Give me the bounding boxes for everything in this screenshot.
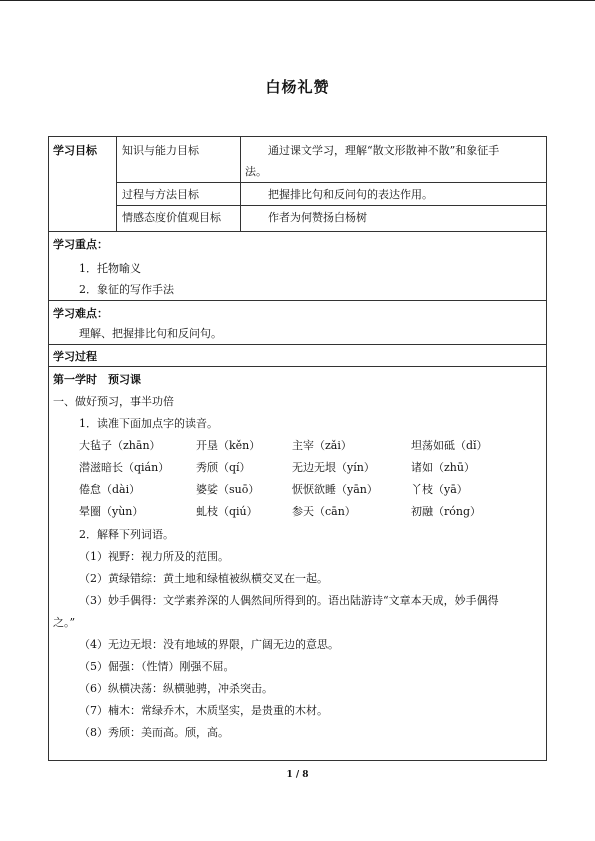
pinyin-item: 主宰（zǎi） xyxy=(292,439,352,452)
objective-label: 过程与方法目标 xyxy=(122,188,199,201)
table-divider xyxy=(48,344,547,345)
table-divider xyxy=(48,300,547,301)
definition-item: （3）妙手偶得：文学素养深的人偶然间所得到的。语出陆游诗“文章本天成，妙手偶得 xyxy=(79,594,499,607)
pinyin-item: 倦怠（dài） xyxy=(79,483,141,496)
definition-item: （8）秀颀：美而高。颀，高。 xyxy=(79,726,229,739)
objective-text: 把握排比句和反问句的表达作用。 xyxy=(268,188,433,201)
table-divider xyxy=(116,205,547,206)
definition-item: 之。” xyxy=(53,616,76,629)
key-point-item: 2．象征的写作手法 xyxy=(79,283,174,296)
objectives-header: 学习目标 xyxy=(53,144,97,157)
pinyin-item: 虬枝（qiú） xyxy=(196,505,258,518)
table-divider xyxy=(240,136,241,231)
table-divider xyxy=(48,366,547,367)
definition-item: （1）视野：视力所及的范围。 xyxy=(79,550,229,563)
definition-item: （2）黄绿错综：黄土地和绿植被纵横交叉在一起。 xyxy=(79,572,328,585)
part1-heading: 一、做好预习，事半功倍 xyxy=(53,395,174,408)
pinyin-item: 恹恹欲睡（yān） xyxy=(292,483,378,496)
pinyin-item: 参天（cān） xyxy=(292,505,356,518)
pinyin-item: 开垦（kěn） xyxy=(196,439,261,452)
page-top-rule xyxy=(0,0,595,1)
page-number: 1 / 8 xyxy=(286,770,309,780)
pinyin-item: 秀颀（qí） xyxy=(196,461,251,474)
objective-label: 知识与能力目标 xyxy=(122,144,199,157)
pinyin-item: 初融（róng） xyxy=(411,505,482,518)
pinyin-item: 坦荡如砥（dǐ） xyxy=(411,439,488,452)
objective-text: 作者为何赞扬白杨树 xyxy=(268,211,367,224)
definition-item: （4）无边无垠：没有地域的界限，广阔无边的意思。 xyxy=(79,638,339,651)
definition-item: （5）倔强：（性情）刚强不屈。 xyxy=(79,660,235,673)
definition-item: （7）楠木：常绿乔木，木质坚实，是贵重的木材。 xyxy=(79,704,328,717)
question-2: 2．解释下列词语。 xyxy=(79,528,174,541)
question-1: 1．读准下面加点字的读音。 xyxy=(79,417,218,430)
table-divider xyxy=(116,136,117,231)
lesson-heading: 第一学时 预习课 xyxy=(53,373,141,386)
pinyin-item: 大毡子（zhān） xyxy=(79,439,161,452)
pinyin-item: 潜滋暗长（qián） xyxy=(79,461,170,474)
objective-text: 法。 xyxy=(245,165,267,178)
pinyin-item: 丫枝（yā） xyxy=(411,483,468,496)
key-point-item: 1．托物喻义 xyxy=(79,262,141,275)
objective-text: 通过课文学习，理解“散文形散神不散”和象征手 xyxy=(268,144,500,157)
pinyin-item: 诸如（zhū） xyxy=(411,461,475,474)
process-header: 学习过程 xyxy=(53,350,97,363)
pinyin-item: 婆娑（suō） xyxy=(196,483,260,496)
table-divider xyxy=(48,231,547,232)
pinyin-item: 无边无垠（yín） xyxy=(292,461,375,474)
key-points-header: 学习重点： xyxy=(53,238,108,251)
difficulties-text: 理解、把握排比句和反问句。 xyxy=(79,327,222,340)
table-divider xyxy=(116,182,547,183)
difficulties-header: 学习难点： xyxy=(53,307,108,320)
objective-label: 情感态度价值观目标 xyxy=(122,211,221,224)
definition-item: （6）纵横决荡：纵横驰骋，冲杀突击。 xyxy=(79,682,273,695)
document-title: 白杨礼赞 xyxy=(265,78,330,96)
pinyin-item: 晕圈（yùn） xyxy=(79,505,144,518)
